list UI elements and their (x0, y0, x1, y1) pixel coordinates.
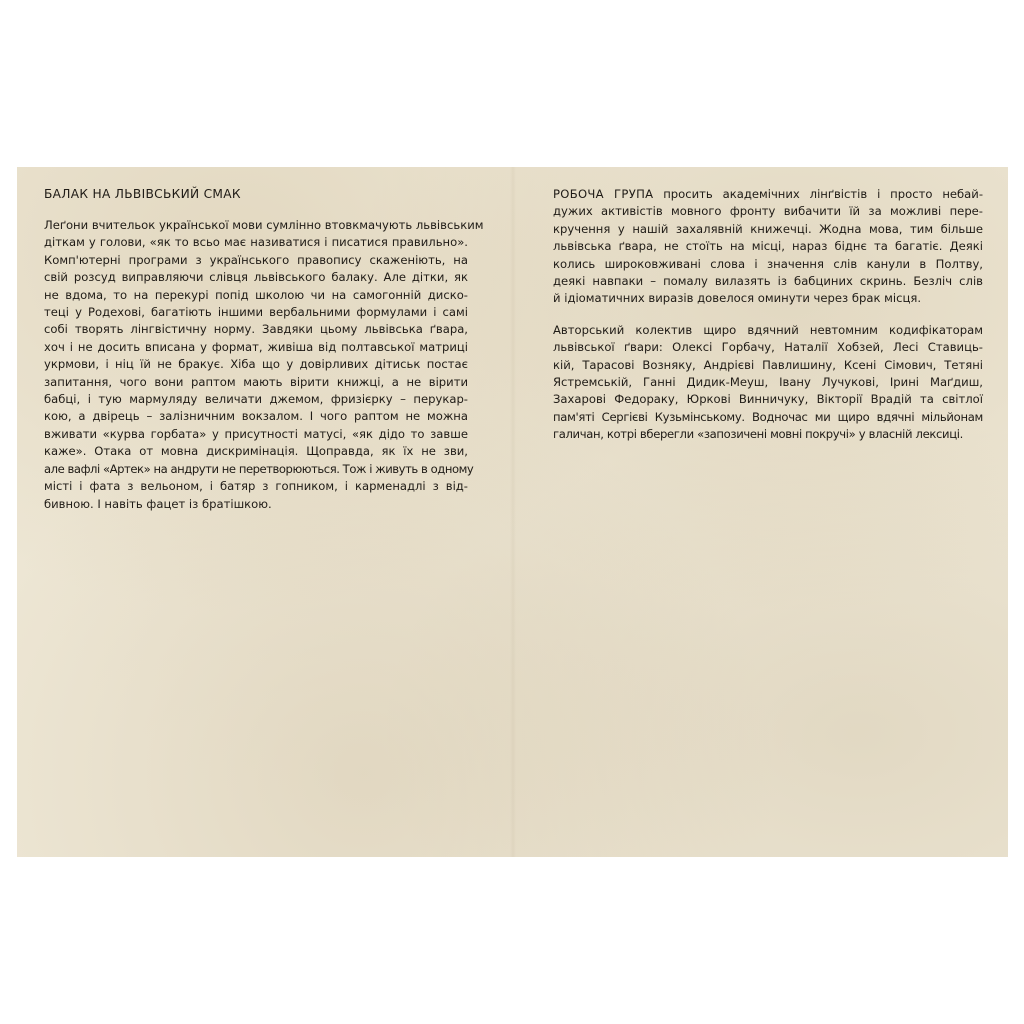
text-line: колись широковживані слова і значення слів канули в Полтву, (553, 256, 983, 271)
text-line: львівська ґвара, не стоїть на місці, нараз біднє та багатіє. Деякі (553, 239, 983, 254)
text-line: але вафлі «Артек» на андрути не перетворюються. Тож і живуть в одному (44, 461, 474, 476)
text-line: львівської ґвари: Олексі Горбачу, Наталії Хобзей, Лесі Ставиць- (553, 340, 983, 355)
text-line: бабці, і тую мармуляду величати джемом, фризієрку – перукар- (44, 392, 468, 407)
text-line: місті і фата з вельоном, і батяр з гопником, і карменадлі з від- (44, 479, 468, 494)
text-line: кою, а двірець – залізничним вокзалом. І чого раптом не можна (44, 409, 468, 424)
text-line: кручення у нашій захалявній книжечці. Жодна мова, тим більше (553, 221, 983, 236)
body-paragraph (44, 217, 484, 513)
text-line: укрмови, і ніц їй не бракує. Хіба що у довірливих дітиськ постає (44, 357, 468, 372)
right-page (553, 186, 983, 458)
text-line: галичан, котрі вберегли «запозичені мовні покручі» у власній лексиці. (553, 427, 963, 442)
text-line: Захарові Федораку, Юркові Винничуку, Вікторії Врадій та світлої (553, 392, 983, 407)
text-line: хоч і не досить вписана у формат, живіша від полтавської матриці (44, 339, 468, 354)
text-line: пам'яті Сергієві Кузьмінському. Водночас ми щиро вдячні мільйонам (553, 409, 983, 424)
text-line: діткам у голови, «як то всьо має називатися і писатися правильно». (44, 235, 468, 250)
body-paragraph (553, 186, 983, 308)
book-gutter (510, 167, 516, 857)
left-page (44, 186, 484, 527)
text-line (553, 186, 983, 203)
text-line: й ідіоматичних виразів довелося оминути через брак місця. (553, 291, 922, 306)
text-line: каже». Отака от мовна дискримінація. Щоправда, як їх не зви, (44, 444, 468, 459)
text-line: Авторський колектив щиро вдячний невтомним кодифікаторам (553, 322, 983, 337)
text-line: кій, Тарасові Возняку, Андрієві Павлишину, Ксені Сімович, Тетяні (553, 357, 983, 372)
text-line: собі творять лінгвістичну норму. Завдяки цьому львівська ґвара, (44, 322, 468, 337)
text-line: не вдома, то на перекурі попід школою чи на самогонній диско- (44, 287, 468, 302)
text-line: теці у Родехові, багатіють іншими вербальними формулами і самі (44, 305, 468, 320)
text-line: Ястремській, Ганні Дидик-Меуш, Івану Лучукові, Ірині Маґдиш, (553, 375, 983, 390)
text-line: деякі навпаки – помалу вилазять із бабциних скринь. Безліч слів (553, 274, 983, 289)
text-line: свій розсуд виправляючи слівця львівського балаку. Але дітки, як (44, 270, 468, 285)
lead-in-text: РОБОЧА ГРУПА (553, 187, 654, 201)
text-line: вживати «курва горбата» у присутності матусі, «як дідо то завше (44, 426, 468, 441)
text-line: дужих активістів мовного фронту вибачити їй за можливі пере- (553, 204, 983, 219)
page-heading: БАЛАК НА ЛЬВІВСЬКИЙ СМАК (44, 187, 241, 201)
text-line: запитання, чого вони раптом мають вірити книжці, а не вірити (44, 374, 468, 389)
text-line: Комп'ютерні програми з українського правопису скаженіють, на (44, 252, 468, 267)
text-line: бивною. І навіть фацет із братішкою. (44, 496, 272, 511)
text-line: Леґони вчительок української мови сумлінно втовкмачують львівським (44, 218, 484, 232)
text-line-rest: просить академічних лінґвістів і просто небай- (653, 187, 984, 201)
acknowledgements-paragraph (553, 322, 983, 444)
